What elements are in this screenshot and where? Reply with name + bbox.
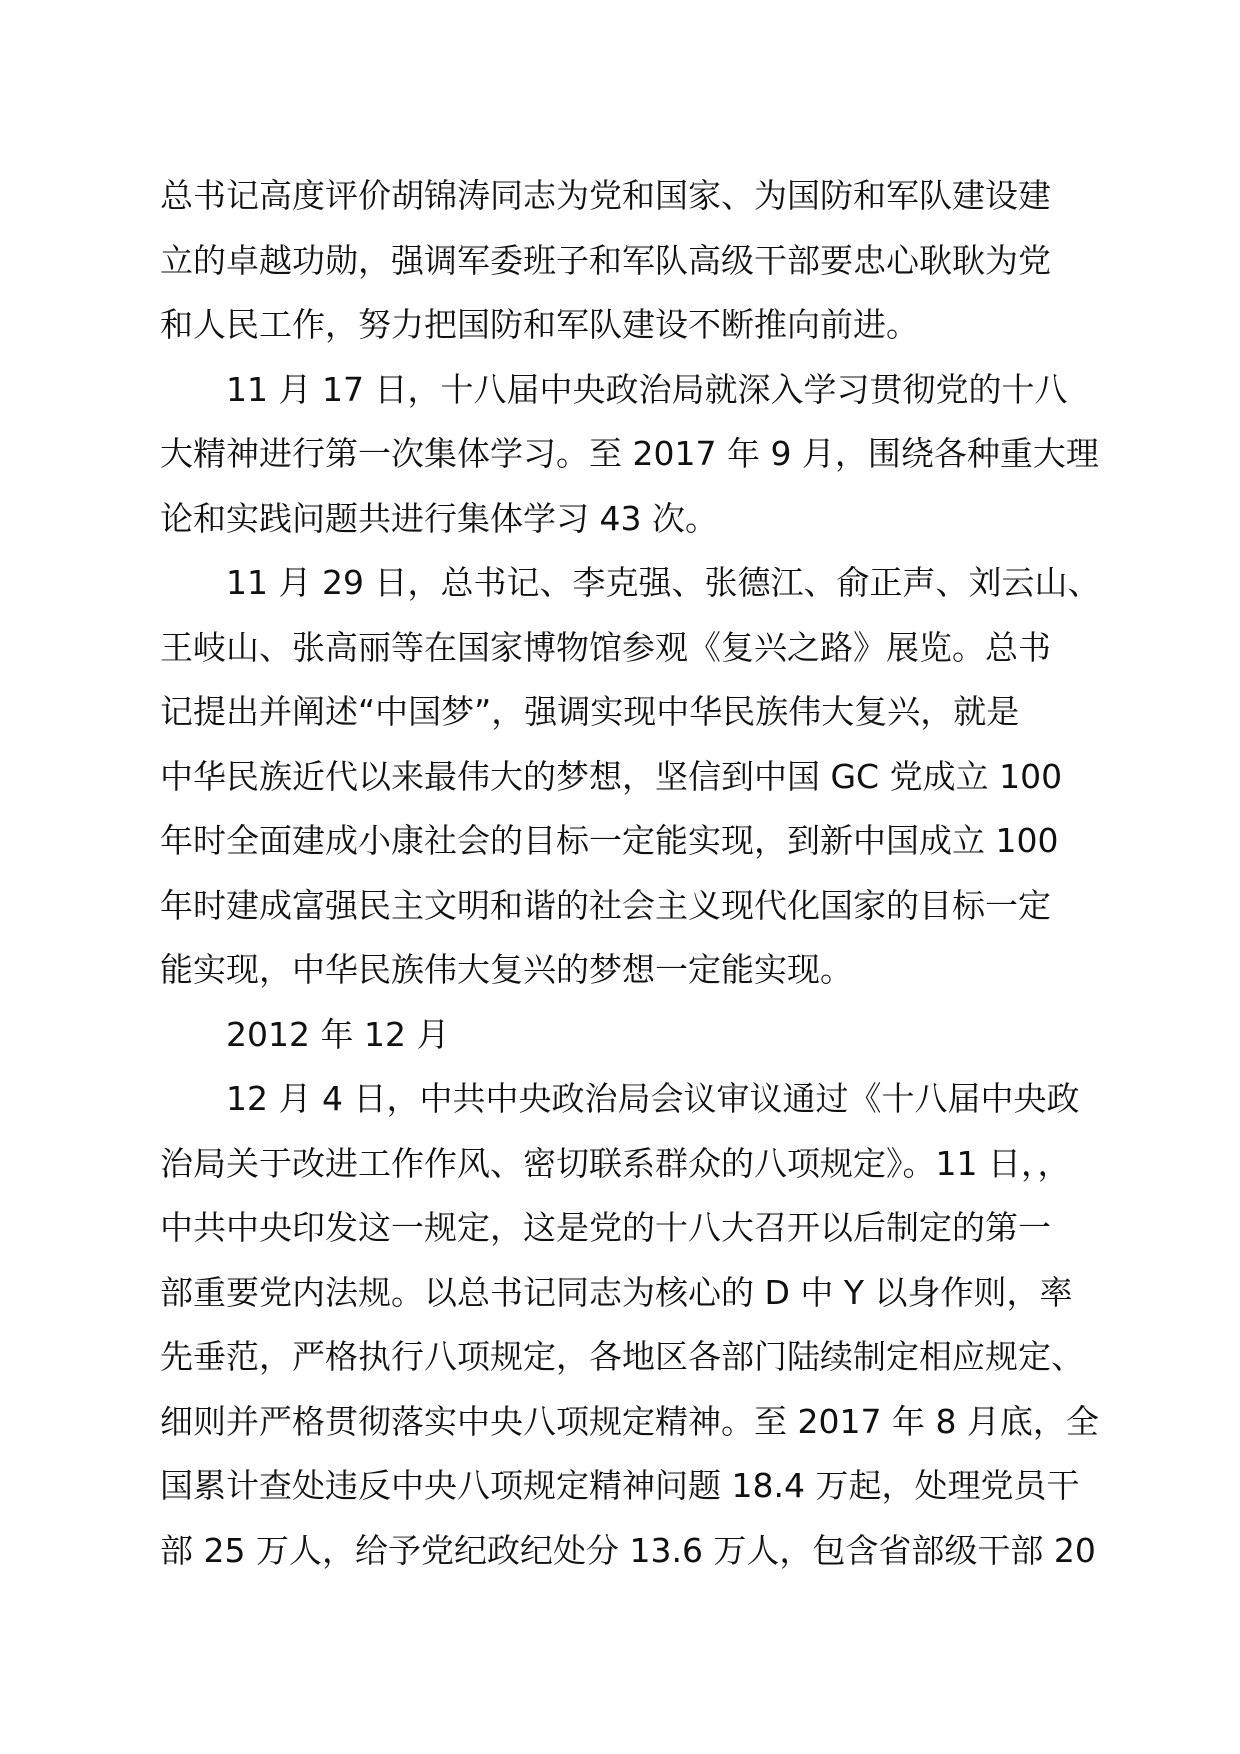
text-line: 和人民工作，努力把国防和军队建设不断推向前进。 (160, 305, 919, 344)
text-line: 12 月 4 日，中共中央政治局会议审议通过《十八届中央政 (226, 1079, 1080, 1118)
text-line: 部 25 万人，给予党纪政纪处分 13.6 万人，包含省部级干部 20 (160, 1530, 1096, 1570)
text-line: 国累计查处违反中央八项规定精神问题 18.4 万起，处理党员干 (160, 1466, 1080, 1505)
text-line: 立的卓越功勋，强调军委班子和军队高级干部要忠心耿耿为党 (160, 240, 1051, 280)
body-text (160, 164, 1101, 1583)
text-line: 细则并严格贯彻落实中央八项规定精神。至 2017 年 8 月底，全 (160, 1401, 1099, 1441)
text-line: 能实现，中华民族伟大复兴的梦想一定能实现。 (160, 950, 853, 989)
text-line: 中共中央印发这一规定，这是党的十八大召开以后制定的第一 (160, 1208, 1051, 1247)
text-line: 11 月 17 日，十八届中央政治局就深入学习贯彻党的十八 (226, 369, 1068, 409)
text-line: 王岐山、张高丽等在国家博物馆参观《复兴之路》展览。总书 (160, 627, 1051, 667)
text-line: 论和实践问题共进行集体学习 43 次。 (160, 498, 718, 538)
text-line: 先垂范，严格执行八项规定，各地区各部门陆续制定相应规定、 (160, 1337, 1084, 1376)
text-line: 大精神进行第一次集体学习。至 2017 年 9 月，围绕各种重大理 (160, 434, 1099, 473)
text-line: 年时建成富强民主文明和谐的社会主义现代化国家的目标一定 (160, 885, 1051, 925)
text-line: 中华民族近代以来最伟大的梦想，坚信到中国 GC 党成立 100 (160, 756, 1063, 796)
text-line: 治局关于改进工作作风、密切联系群众的八项规定》。11 日，， (160, 1143, 1071, 1183)
text-line: 11 月 29 日，总书记、李克强、张德江、俞正声、刘云山、 (226, 563, 1101, 602)
text-line: 年时全面建成小康社会的目标一定能实现，到新中国成立 100 (160, 821, 1059, 860)
text-line: 总书记高度评价胡锦涛同志为党和国家、为国防和军队建设建 (160, 176, 1051, 215)
text-line: 记提出并阐述“中国梦”，强调实现中华民族伟大复兴，就是 (160, 692, 1020, 731)
text-line: 部重要党内法规。以总书记同志为核心的 D 中 Y 以身作则，率 (160, 1272, 1073, 1312)
text-line: 2012 年 12 月 (226, 1014, 450, 1054)
